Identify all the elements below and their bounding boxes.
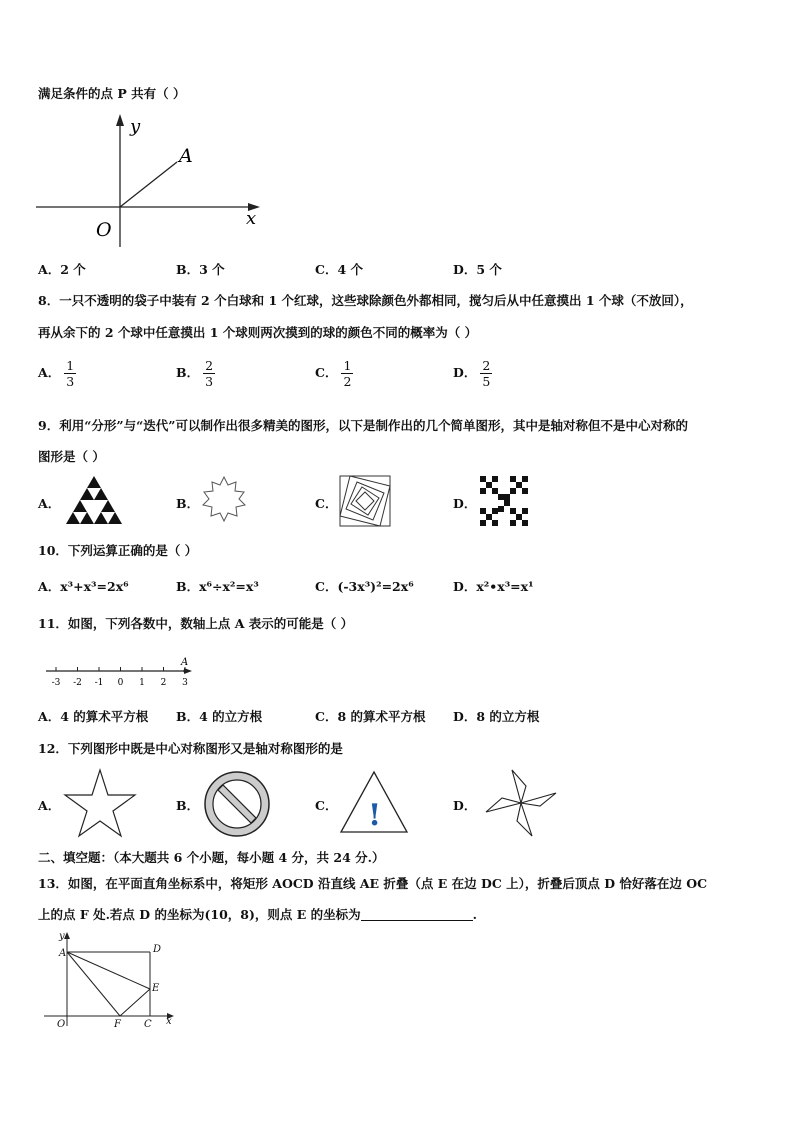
q8-option-c-num: 1	[343, 358, 352, 373]
q7-figure	[34, 110, 274, 252]
q11-ticks	[52, 667, 189, 688]
q13-segment-FE	[120, 989, 150, 1016]
q12-option-a[interactable]: A．	[38, 798, 61, 813]
q7-point-label: A	[179, 145, 193, 167]
q8-option-a-fraction	[64, 358, 76, 389]
q12-option-d-pinwheel-figure[interactable]	[482, 766, 560, 840]
q12-option-a-star-figure[interactable]	[62, 767, 138, 839]
q8-stem-line1: 8．一只不透明的袋子中装有 2 个白球和 1 个红球，这些球除颜色外都相同，搅匀后从中任意摸出 1 个球（不放回），	[38, 293, 693, 308]
q8-option-b-fraction	[203, 358, 215, 389]
q10-option-a[interactable]: A．x³+x³=2x⁶	[38, 579, 129, 594]
q7-ray-OA	[120, 162, 177, 207]
q7-option-a[interactable]: A．2 个	[38, 262, 86, 277]
q8-option-c[interactable]	[315, 358, 353, 389]
q11-tick-label: 1	[139, 678, 145, 688]
q8-option-c-den: 2	[343, 374, 352, 389]
q13-label-y: y	[59, 931, 65, 942]
q10-option-c[interactable]: C．(-3x³)²=2x⁶	[315, 579, 414, 594]
q7-option-d[interactable]: D．5 个	[453, 262, 502, 277]
q11-tick-label: 0	[117, 678, 124, 688]
q11-tick-label: -2	[73, 678, 82, 688]
q12-option-c-warning-triangle-figure[interactable]	[338, 769, 410, 835]
q8-option-a-den: 3	[66, 374, 75, 389]
q8-option-d-fraction	[480, 358, 492, 389]
q11-tick-label: -3	[51, 678, 61, 688]
q8-option-a-label: A．	[38, 365, 61, 380]
q9-stem-line2: 图形是（ ）	[38, 449, 105, 464]
q8-option-a-num: 1	[66, 358, 75, 373]
q12-option-d[interactable]: D．	[453, 798, 477, 813]
q13-segment-AF	[67, 952, 120, 1016]
q8-option-b-label: B．	[176, 365, 200, 380]
q11-stem: 11．如图，下列各数中，数轴上点 A 表示的可能是（ ）	[38, 616, 354, 631]
q8-option-b-num: 2	[205, 358, 214, 373]
q9-option-a[interactable]: A．	[38, 496, 61, 511]
q8-option-d-label: D．	[453, 365, 477, 380]
q13-label-D: D	[153, 944, 162, 955]
q10-option-d[interactable]: D．x²•x³=x¹	[453, 579, 534, 594]
q8-option-b[interactable]	[176, 358, 215, 389]
q13-y-arrow	[64, 932, 70, 939]
q7-y-arrow	[116, 114, 124, 126]
q9-option-a-sierpinski-figure[interactable]	[62, 474, 126, 528]
q12-stem: 12．下列图形中既是中心对称图形又是轴对称图形的是	[38, 741, 343, 756]
q7-y-label: y	[130, 116, 141, 137]
q12-option-c[interactable]: C．	[315, 798, 338, 813]
q9-option-c[interactable]: C．	[315, 496, 338, 511]
q13-label-F: F	[114, 1019, 121, 1030]
q10-option-b[interactable]: B．x⁶÷x²=x³	[176, 579, 259, 594]
q13-figure	[40, 930, 180, 1030]
q8-option-d[interactable]	[453, 358, 492, 389]
q8-option-d-num: 2	[482, 358, 491, 373]
q11-point-a-label: A	[181, 657, 189, 668]
q13-label-E: E	[152, 983, 160, 994]
q7-option-b[interactable]: B．3 个	[176, 262, 225, 277]
q8-option-b-den: 3	[205, 374, 214, 389]
q13-stem-line2-container	[38, 905, 477, 923]
q7-origin-label: O	[96, 219, 112, 241]
q11-option-d[interactable]: D．8 的立方根	[453, 709, 540, 724]
q12-option-c-exclamation: !	[368, 798, 382, 833]
q9-stem-line1: 9．利用“分形”与“迭代”可以制作出很多精美的图形，以下是制作出的几个简单图形，其中是轴对称但不是中心对称的	[38, 418, 688, 433]
q11-tick-label: 3	[182, 678, 188, 688]
q7-option-c[interactable]: C．4 个	[315, 262, 363, 277]
q9-option-c-rotated-squares-figure[interactable]	[338, 474, 392, 528]
q11-tick-label: -1	[94, 678, 104, 688]
q11-tick-label: 2	[160, 678, 167, 688]
q13-label-O: O	[57, 1019, 66, 1030]
q12-option-b-prohibition-sign-figure[interactable]	[202, 769, 272, 839]
q13-stem-end: .	[472, 907, 477, 922]
q7-stem: 满足条件的点 P 共有（ ）	[38, 86, 186, 101]
q13-fold-AE	[67, 952, 150, 989]
q7-x-label: x	[246, 208, 257, 229]
q13-label-A: A	[59, 948, 67, 959]
q8-stem-line2: 再从余下的 2 个球中任意摸出 1 个球则两次摸到的球的颜色不同的概率为（ ）	[38, 325, 478, 340]
q13-stem-line1: 13．如图，在平面直角坐标系中，将矩形 AOCD 沿直线 AE 折叠（点 E 在边 DC 上），折叠后顶点 D 恰好落在边 OC	[38, 876, 708, 891]
q9-option-b-koch-snowflake-figure[interactable]	[198, 474, 250, 526]
q12-option-b[interactable]: B．	[176, 798, 200, 813]
q9-option-d-checker-fractal-figure[interactable]	[478, 474, 530, 528]
q11-number-line	[44, 652, 194, 692]
q9-option-d[interactable]: D．	[453, 496, 477, 511]
q11-option-c[interactable]: C．8 的算术平方根	[315, 709, 426, 724]
q9-option-b[interactable]: B．	[176, 496, 200, 511]
q13-label-C: C	[144, 1019, 152, 1030]
q11-point-a-dot	[183, 669, 186, 672]
q8-option-c-fraction	[341, 358, 353, 389]
q11-option-a[interactable]: A．4 的算术平方根	[38, 709, 149, 724]
q13-stem-line2: 上的点 F 处.若点 D 的坐标为(10，8)，则点 E 的坐标为	[38, 907, 361, 922]
q10-stem: 10．下列运算正确的是（ ）	[38, 543, 198, 558]
q13-answer-blank[interactable]	[361, 908, 473, 921]
q8-option-a[interactable]	[38, 358, 76, 389]
q11-option-b[interactable]: B．4 的立方根	[176, 709, 263, 724]
q8-option-c-label: C．	[315, 365, 338, 380]
q13-label-x: x	[166, 1016, 172, 1027]
section-2-heading: 二、填空题：（本大题共 6 个小题，每小题 4 分，共 24 分.）	[38, 850, 385, 865]
q8-option-d-den: 5	[482, 374, 491, 389]
